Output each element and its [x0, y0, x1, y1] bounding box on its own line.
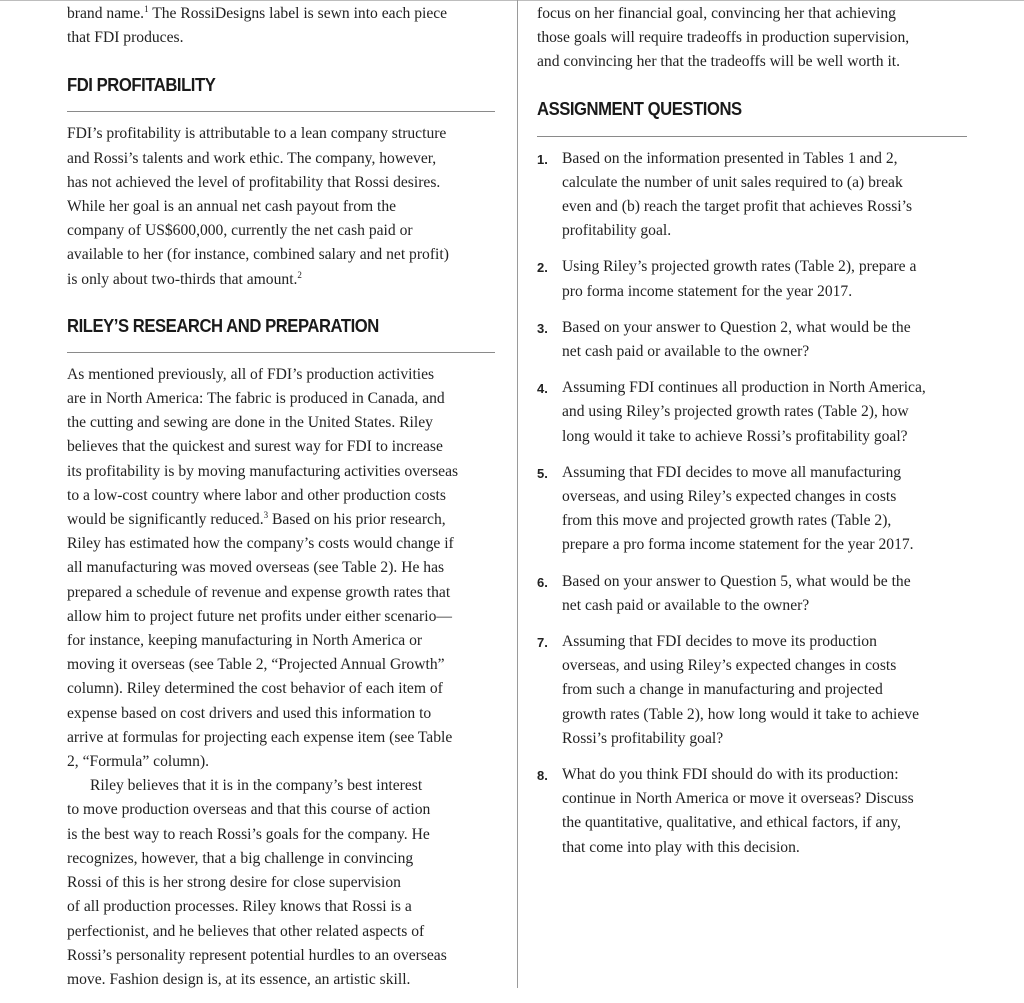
question-item	[537, 376, 967, 449]
intro-text: brand name.	[67, 5, 145, 22]
question-text: Based on the information presented in Tables 1 and 2, calculate the number of unit sales required to (a) break even and (b) reach the target profit that achieves Rossi’s profitability goal.	[562, 149, 913, 240]
question-text: Assuming that FDI decides to move all manufacturing overseas, and using Riley’s expected changes in costs from this move and projected growth rates (Table 2), prepare a pro forma income statement for the year 2017.	[562, 463, 914, 554]
question-item	[537, 147, 967, 244]
question-text: Assuming that FDI decides to move its production overseas, and using Riley’s expected changes in costs from such a change in manufacturing and projected growth rates (Table 2), how long would it take to achieve Rossi’s profitability goal?	[562, 633, 920, 747]
question-text: Assuming FDI continues all production in North America, and using Riley’s projected growth rates (Table 2), how long would it take to achieve Rossi’s profitability goal?	[562, 379, 926, 445]
left-column	[67, 0, 495, 992]
intro-paragraph-left	[67, 2, 495, 50]
research-text-1-after: Based on his prior research, Riley has estimated how the company’s costs would change if all manufacturing was moved overseas (see Table 2). He has prepared a schedule of revenue and expense growth rates that allow him to project future net profits under either scenario— for instance, keeping manufacturing in North America or moving it overseas (see Table 2, “Projected Annual Growth” column). Riley determined the cost behavior of each item of expense based on cost drivers and used this information to arrive at formulas for projecting each expense item (see Table 2, “Formula” column).	[67, 511, 454, 771]
question-item	[537, 570, 967, 618]
question-number: 1.	[537, 151, 548, 167]
question-item	[537, 630, 967, 751]
question-text: What do you think FDI should do with its production: continue in North America or move it overseas? Discuss the quantitative, qualitative, and ethical factors, if any, that come into play with this decision.	[562, 766, 914, 856]
question-number: 8.	[537, 768, 548, 784]
research-text-1: As mentioned previously, all of FDI’s production activities are in North America: The fabric is produced in Canada, and the cutting and sewing are done in the United States. Riley believes that the quickest and surest way for FDI to increase its profitability is by moving manufacturing activities overseas to a low-cost country where labor and other production costs would be significantly reduced.	[67, 365, 459, 529]
research-paragraph-2: Riley believes that it is in the company’s best interest to move production overseas and that this course of action is the best way to reach Rossi’s goals for the company. He recognizes, however, that a big challenge in convincing Rossi of this is her strong desire for close supervision of all production processes. Riley knows that Rossi is a perfectionist, and he believes that other related aspects of Rossi’s personality represent potential hurdles to an overseas move. Fashion design is, at its essence, an artistic skill.	[67, 777, 447, 988]
intro-paragraph-right: focus on her financial goal, convincing her that achieving those goals will require tradeoffs in production supervision, and convincing her that the tradeoffs will be well worth it.	[537, 5, 910, 71]
section-rule	[67, 352, 495, 353]
question-text: Based on your answer to Question 2, what would be the net cash paid or available to the owner?	[562, 318, 911, 361]
question-text: Based on your answer to Question 5, what would be the net cash paid or available to the owner?	[562, 572, 911, 614]
footnote-2: 2	[297, 269, 302, 280]
profitability-paragraph	[67, 122, 495, 291]
question-number: 6.	[537, 574, 548, 590]
right-column	[537, 0, 967, 860]
questions-list	[537, 147, 967, 860]
question-text: Using Riley’s projected growth rates (Table 2), prepare a pro forma income statement for the year 2017.	[562, 258, 917, 300]
question-number: 2.	[537, 260, 548, 276]
question-number: 7.	[537, 635, 548, 651]
question-number: 4.	[537, 381, 548, 397]
section-rule	[67, 111, 495, 112]
research-paragraph-1	[67, 363, 495, 774]
question-item	[537, 461, 967, 558]
column-divider	[517, 0, 518, 988]
question-item	[537, 316, 967, 364]
question-number: 5.	[537, 465, 548, 481]
intro-text-after: The RossiDesigns label is sewn into each piece that FDI produces.	[67, 5, 448, 47]
research-heading: RILEY’S RESEARCH AND PREPARATION	[67, 314, 379, 336]
question-number: 3.	[537, 320, 548, 336]
question-item	[537, 763, 967, 860]
questions-heading: ASSIGNMENT QUESTIONS	[537, 97, 742, 119]
profitability-heading: FDI PROFITABILITY	[67, 74, 216, 96]
footnote-3: 3	[263, 509, 269, 520]
footnote-1: 1	[144, 3, 149, 14]
question-item	[537, 255, 967, 303]
section-rule	[537, 136, 967, 137]
profitability-text: FDI’s profitability is attributable to a lean company structure and Rossi’s talents and work ethic. The company, however, has not achieved the level of profitability that Rossi desires. While her goal is an annual net cash payout from the company of US$600,000, currently the net cash paid or available to her (for instance, combined salary and net profit) is only about two-thirds that amount.	[67, 125, 449, 288]
